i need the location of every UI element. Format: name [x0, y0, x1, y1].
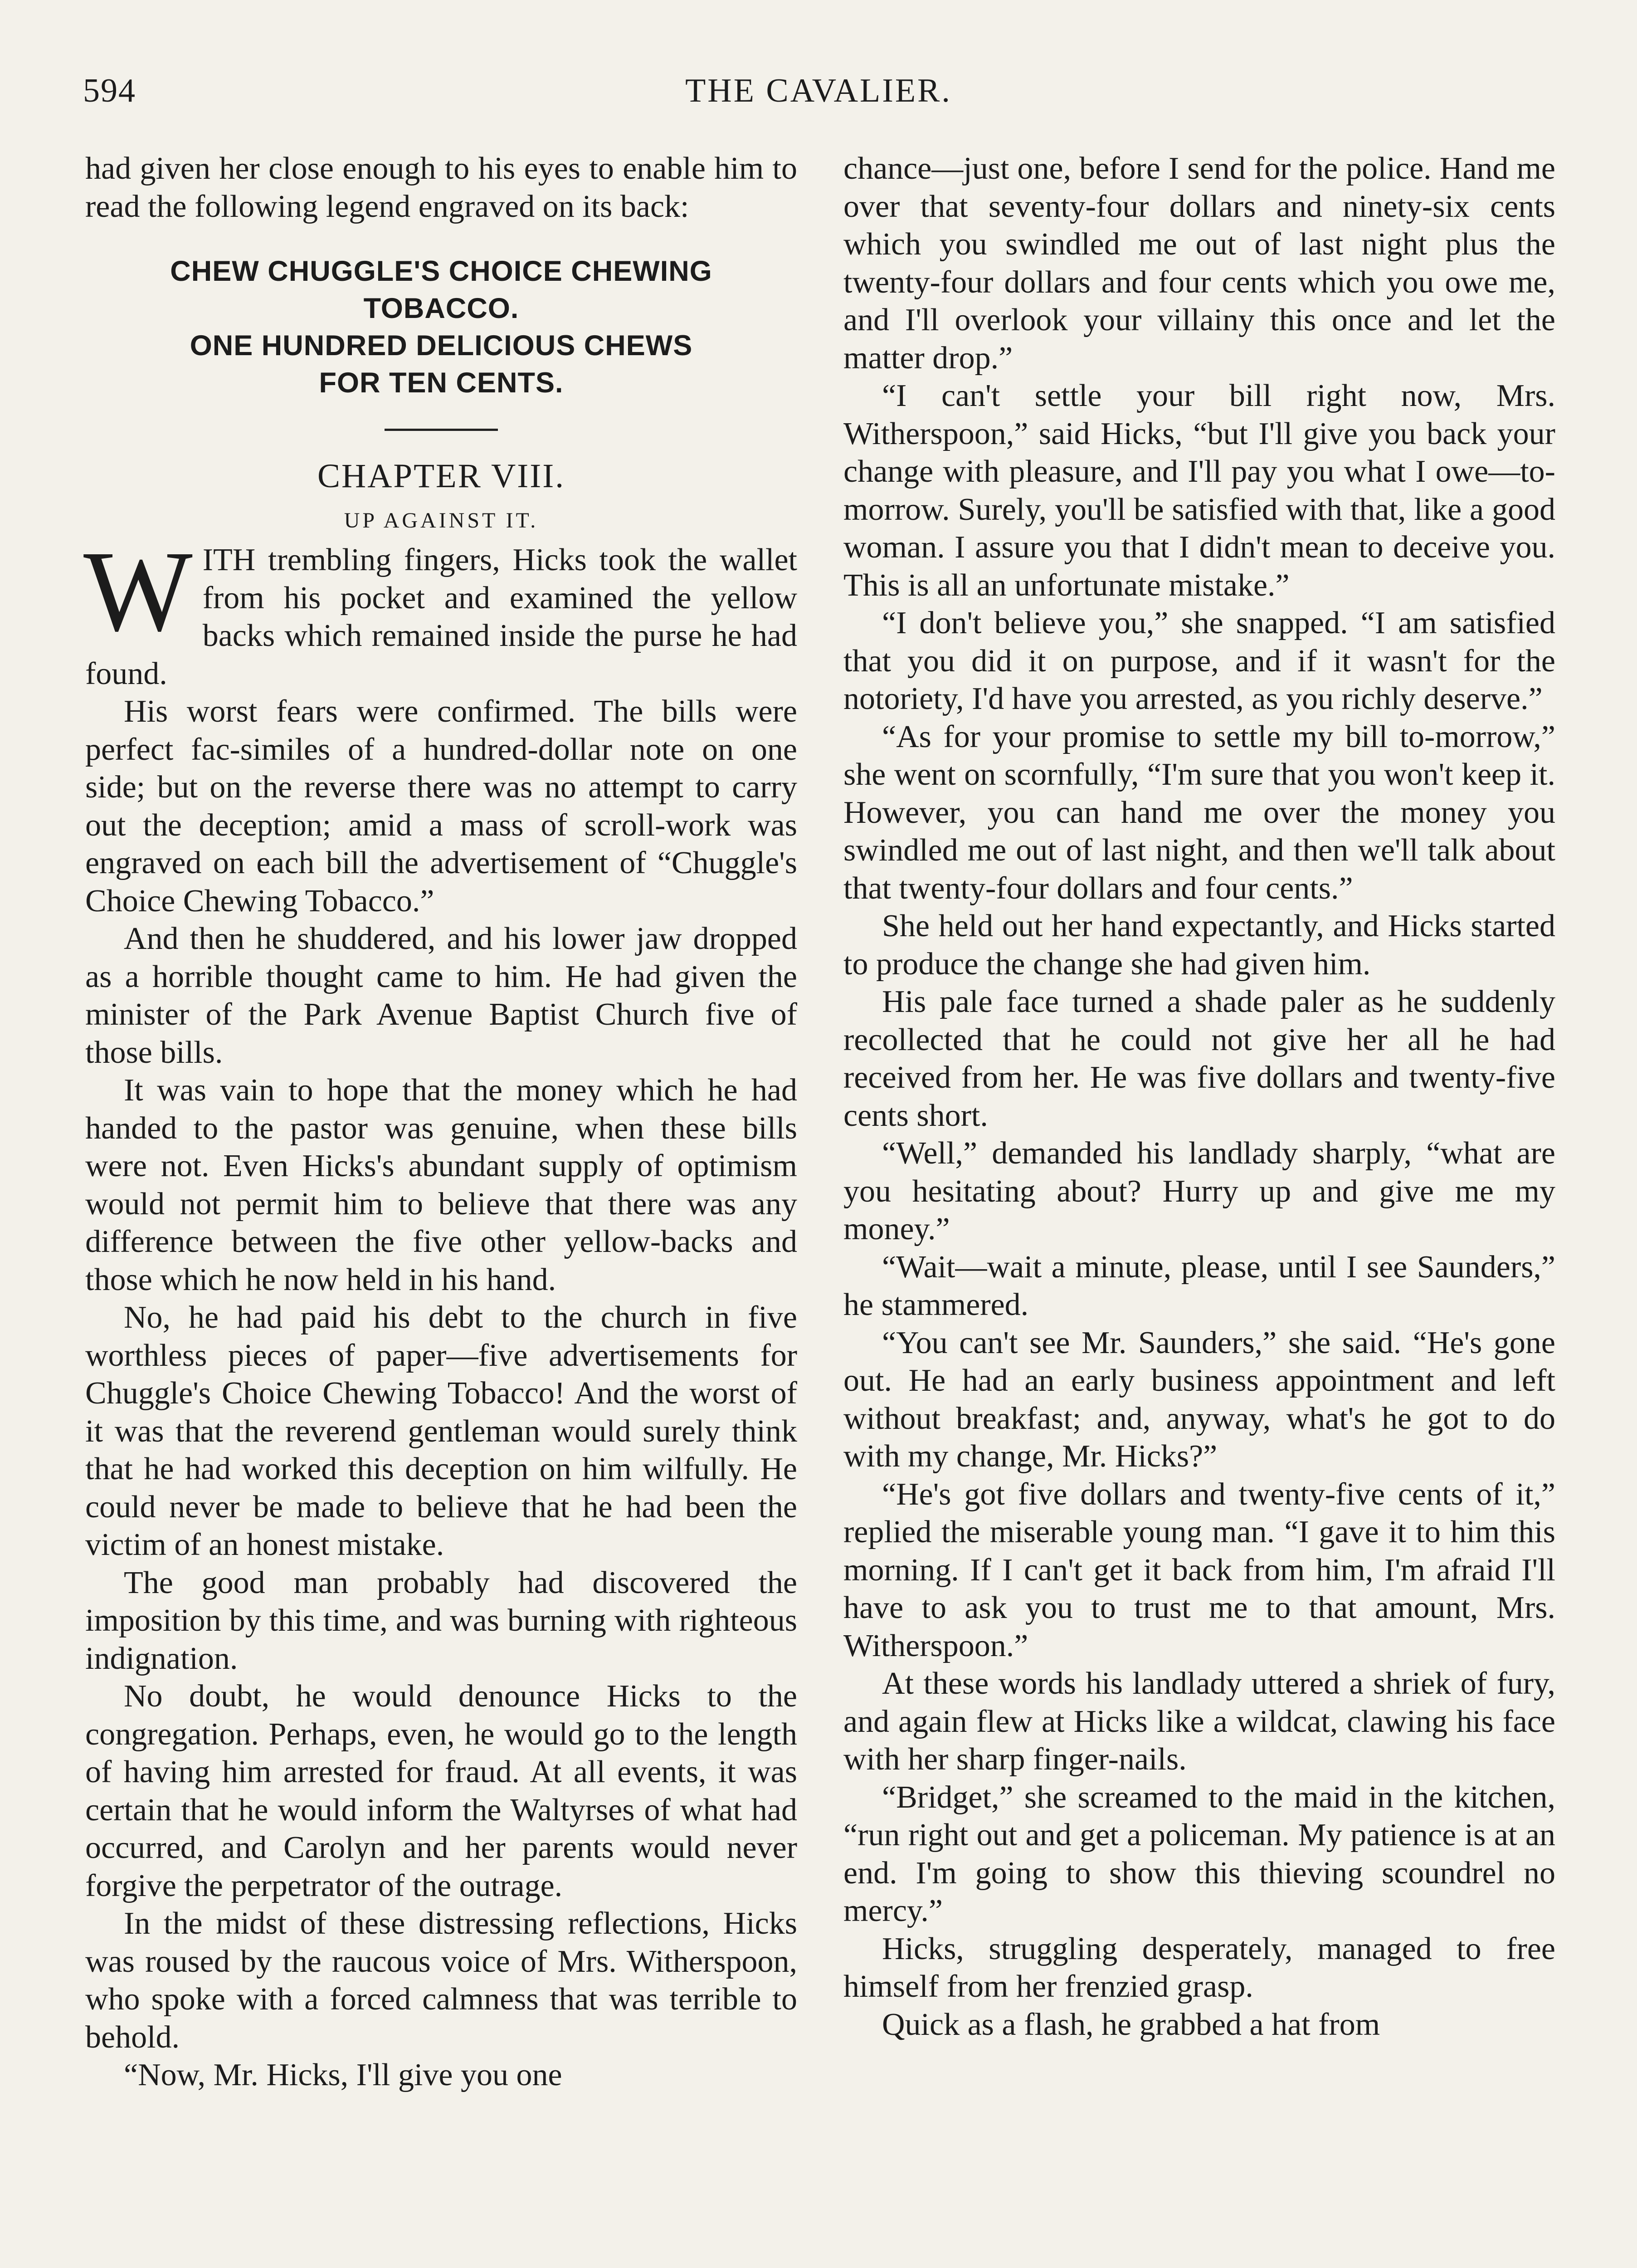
chapter-subtitle: UP AGAINST IT.	[344, 508, 539, 533]
paragraph: “I can't settle your bill right now, Mrs. Witherspoon,” said Hicks, “but I'll give you back your change with pleasure, and I'll pay you what I owe—to-morrow. Surely, you'll be satisfied with that, like a good woman. I assure you that I didn't mean to deceive you. This is all an unfortunate mistake.”	[843, 378, 1555, 603]
ad-line: TOBACCO.	[363, 293, 519, 324]
paragraph: She held out her hand expectantly, and Hicks started to produce the change she had given him.	[843, 909, 1555, 982]
chapter-first-paragraph	[83, 528, 797, 693]
paragraph: “As for your promise to settle my bill to-morrow,” she went on scornfully, “I'm sure that you won't keep it. However, you can hand me over the money you swindled me out of last night, and then we'll talk about that twenty-four dollars and four cents.”	[843, 719, 1555, 906]
opening-paragraph: had given her close enough to his eyes to enable him to read the following legend engraved on its back:	[85, 151, 797, 224]
paragraph: His worst fears were confirmed. The bills were perfect fac-similes of a hundred-dollar note on one side; but on the reverse there was no attempt to carry out the deception; amid a mass of scroll-work was engraved on each bill the advertisement of “Chuggle's Choice Chewing Tobacco.”	[85, 694, 797, 919]
paragraph: “Well,” demanded his landlady sharply, “what are you hesitating about? Hurry up and give me my money.”	[843, 1136, 1555, 1246]
paragraph: And then he shuddered, and his lower jaw dropped as a horrible thought came to him. He had given the minister of the Park Avenue Baptist Church five of those bills.	[85, 921, 797, 1070]
paragraph: His pale face turned a shade paler as he suddenly recollected that he could not give her all he had received from her. He was five dollars and twenty-five cents short.	[843, 984, 1555, 1133]
ad-line: FOR TEN CENTS.	[319, 367, 564, 399]
left-column	[85, 150, 797, 2094]
opening-paragraph: chance—just one, before I send for the police. Hand me over that seventy-four dollars and ninety-six cents which you swindled me out of last night plus the twenty-four dollars and four cents which you owe me, and I'll overlook your villainy this once and let the matter drop.”	[843, 151, 1555, 376]
paragraph: “I don't believe you,” she snapped. “I am satisfied that you did it on purpose, and if it wasn't for the notoriety, I'd have you arrested, as you richly deserve.”	[843, 606, 1555, 716]
paragraph: It was vain to hope that the money which he had handed to the pastor was genuine, when these bills were not. Even Hicks's abundant supply of optimism would not permit him to believe that there was any difference between the five other yellow-backs and those which he now held in his hand.	[85, 1073, 797, 1297]
page-header	[83, 64, 1554, 118]
paragraph: Hicks, struggling desperately, managed to free himself from her frenzied grasp.	[843, 1931, 1555, 2004]
paragraph: No, he had paid his debt to the church in five worthless pieces of paper—five advertisements for Chuggle's Choice Chewing Tobacco! And the worst of it was that the reverend gentleman would surely think that he had worked this deception on him wilfully. He could never be made to believe that he had been the victim of an honest mistake.	[85, 1300, 797, 1562]
ad-line: ONE HUNDRED DELICIOUS CHEWS	[190, 330, 693, 362]
paragraph: At these words his landlady uttered a shriek of fury, and again flew at Hicks like a wildcat, clawing his face with her sharp finger-nails.	[843, 1666, 1555, 1777]
chapter-title: CHAPTER VIII.	[317, 457, 565, 495]
page-number: 594	[83, 72, 136, 109]
paragraph: “Now, Mr. Hicks, I'll give you one	[124, 2058, 562, 2092]
running-head: THE CAVALIER.	[685, 72, 952, 109]
paragraph: “You can't see Mr. Saunders,” she said. “He's gone out. He had an early business appointment and left without breakfast; and, anyway, what's he got to do with my change, Mr. Hicks?”	[843, 1325, 1555, 1474]
paragraph: No doubt, he would denounce Hicks to the congregation. Perhaps, even, he would go to the length of having him arrested for fraud. At all events, it was certain that he would inform the Waltyrses of what had occurred, and Carolyn and her parents would never forgive the perpetrator of the outrage.	[85, 1679, 797, 1903]
first-paragraph-text: ITH trembling fingers, Hicks took the wallet from his pocket and examined the yellow backs which remained inside the purse he had found.	[85, 543, 797, 691]
paragraph: “Wait—wait a minute, please, until I see Saunders,” he stammered.	[843, 1249, 1555, 1322]
right-column	[843, 150, 1555, 2043]
paragraph: In the midst of these distressing reflections, Hicks was roused by the raucous voice of Mrs. Witherspoon, who spoke with a forced calmness that was terrible to behold.	[85, 1906, 797, 2055]
paragraph: The good man probably had discovered the imposition by this time, and was burning with righteous indignation.	[85, 1565, 797, 1676]
paragraph: “He's got five dollars and twenty-five cents of it,” replied the miserable young man. “I gave it to him this morning. If I can't get it back from him, I'm afraid I'll have to ask you to trust me to that amount, Mrs. Witherspoon.”	[843, 1476, 1555, 1663]
drop-cap: W	[83, 528, 193, 655]
ad-line: CHEW CHUGGLE'S CHOICE CHEWING	[170, 255, 712, 287]
paragraph: “Bridget,” she screamed to the maid in the kitchen, “run right out and get a policeman. My patience is at an end. I'm going to show this thieving scoundrel no mercy.”	[843, 1779, 1555, 1928]
advertisement-legend	[85, 253, 797, 401]
section-divider	[385, 429, 498, 431]
paragraph: Quick as a flash, he grabbed a hat from	[882, 2007, 1380, 2042]
